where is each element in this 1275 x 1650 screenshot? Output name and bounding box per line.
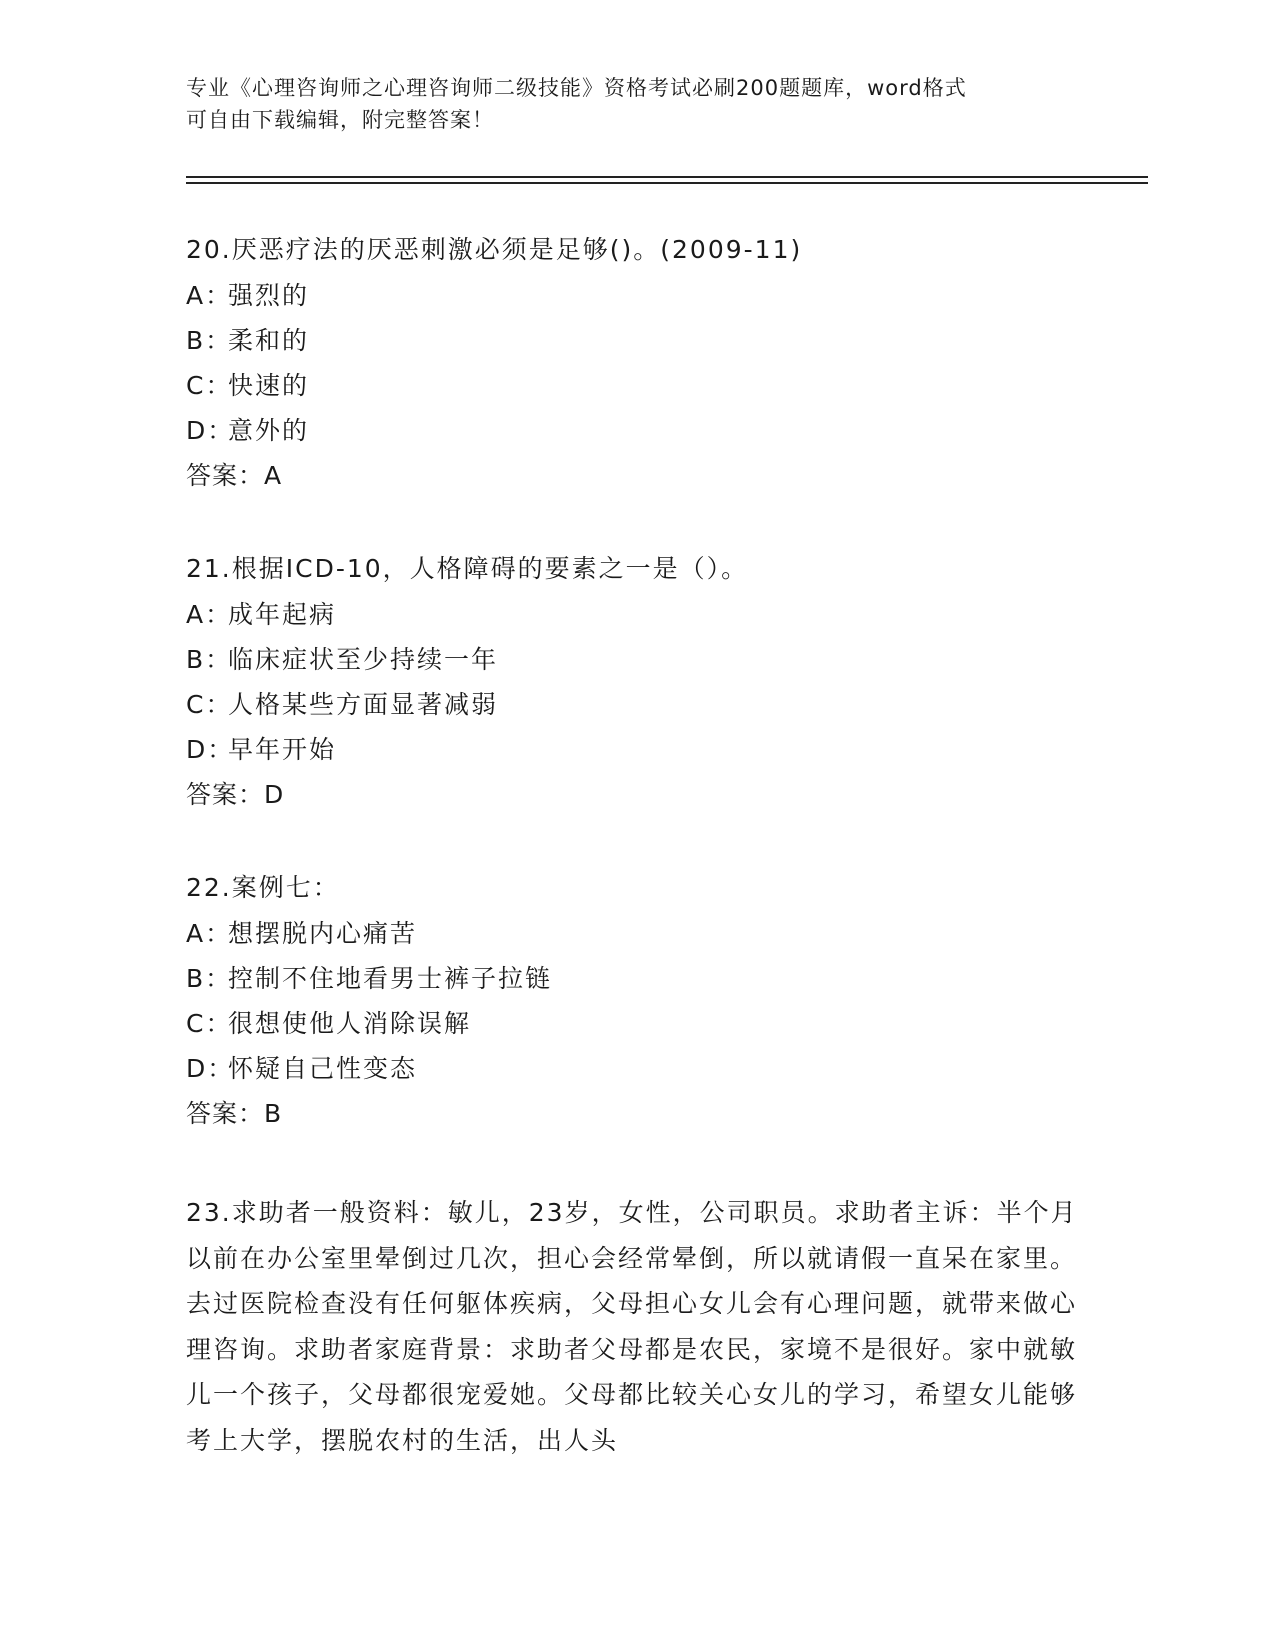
document-header	[186, 72, 1086, 136]
option-text: 早年开始	[228, 735, 337, 764]
option-letter: A：	[186, 919, 233, 948]
answer-line: 答案：A	[186, 461, 283, 490]
question-21	[186, 553, 1086, 811]
option-b	[186, 963, 1086, 995]
option-letter: C：	[186, 1009, 233, 1038]
header-line-2: 可自由下载编辑，附完整答案！	[186, 108, 494, 132]
header-divider-bottom	[186, 182, 1148, 184]
option-d	[186, 734, 1086, 766]
option-text: 柔和的	[228, 326, 310, 355]
option-b	[186, 325, 1086, 357]
option-a	[186, 918, 1086, 950]
option-letter: B：	[186, 964, 233, 993]
option-d	[186, 1053, 1086, 1085]
option-text: 强烈的	[228, 281, 310, 310]
option-d	[186, 415, 1086, 447]
option-letter: A：	[186, 281, 233, 310]
answer-line: 答案：B	[186, 1099, 283, 1128]
option-letter: B：	[186, 326, 233, 355]
header-line-1: 专业《心理咨询师之心理咨询师二级技能》资格考试必刷200题题库，word格式	[186, 76, 967, 100]
option-text: 怀疑自己性变态	[228, 1054, 418, 1083]
option-c	[186, 689, 1086, 721]
header-divider-top	[186, 176, 1148, 178]
option-text: 想摆脱内心痛苦	[228, 919, 418, 948]
question-title: 21.根据ICD-10，人格障碍的要素之一是（）。	[186, 554, 749, 583]
option-c	[186, 370, 1086, 402]
option-text: 快速的	[228, 371, 310, 400]
option-letter: B：	[186, 645, 233, 674]
question-23	[186, 1190, 1086, 1463]
option-letter: D：	[186, 416, 235, 445]
option-letter: C：	[186, 690, 233, 719]
option-a	[186, 280, 1086, 312]
question-22	[186, 872, 1086, 1130]
question-20	[186, 234, 1086, 492]
option-text: 控制不住地看男士裤子拉链	[228, 964, 553, 993]
question-title: 20.厌恶疗法的厌恶刺激必须是足够()。(2009-11)	[186, 235, 803, 264]
question-title: 22.案例七：	[186, 873, 340, 902]
option-c	[186, 1008, 1086, 1040]
option-a	[186, 599, 1086, 631]
question-body: 23.求助者一般资料：敏儿，23岁，女性，公司职员。求助者主诉：半个月以前在办公室里晕倒过几次，担心会经常晕倒，所以就请假一直呆在家里。去过医院检查没有任何躯体疾病，父母担心女儿会有心理问题，就带来做心理咨询。求助者家庭背景：求助者父母都是农民，家境不是很好。家中就敏儿一个孩子，父母都很宠爱她。父母都比较关心女儿的学习，希望女儿能够考上大学，摆脱农村的生活，出人头	[186, 1198, 1078, 1455]
option-letter: D：	[186, 1054, 235, 1083]
option-text: 意外的	[228, 416, 310, 445]
option-text: 很想使他人消除误解	[228, 1009, 472, 1038]
option-text: 成年起病	[228, 600, 337, 629]
option-b	[186, 644, 1086, 676]
answer-line: 答案：D	[186, 780, 285, 809]
option-letter: C：	[186, 371, 233, 400]
option-text: 人格某些方面显著减弱	[228, 690, 499, 719]
option-letter: A：	[186, 600, 233, 629]
option-letter: D：	[186, 735, 235, 764]
option-text: 临床症状至少持续一年	[228, 645, 499, 674]
